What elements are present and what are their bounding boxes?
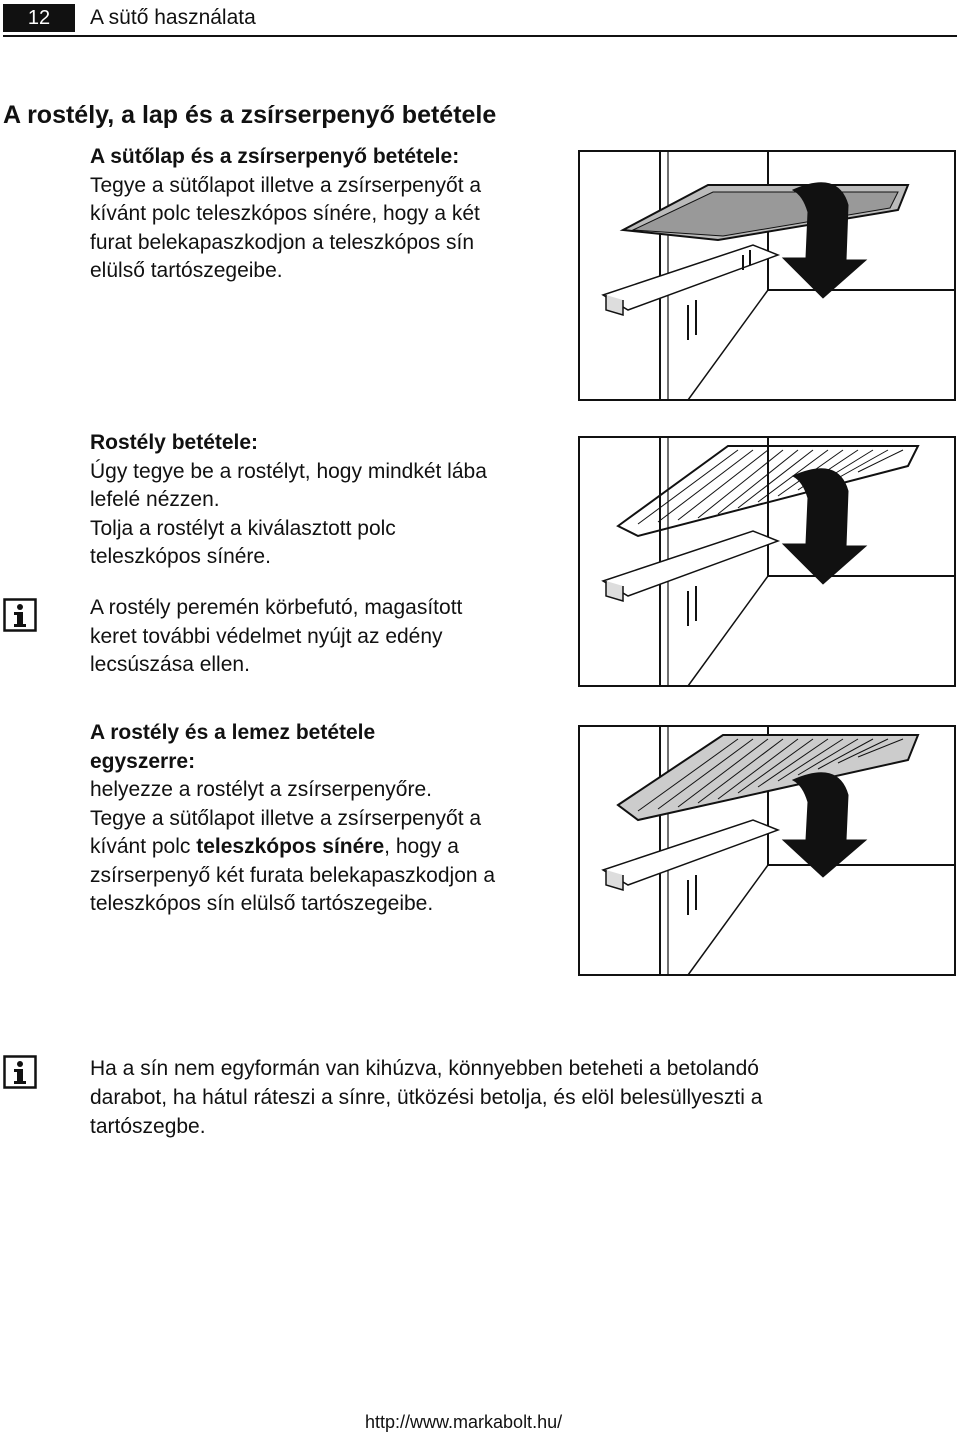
block3-text: kívánt polc: [90, 835, 197, 858]
footer-url[interactable]: http://www.markabolt.hu/: [365, 1412, 563, 1432]
block1-heading: A sütőlap és a zsírserpenyő betétele:: [90, 145, 460, 168]
block2-line: Úgy tegye be a rostélyt, hogy mindkét lába: [90, 459, 487, 483]
figure-grid-and-tray: [578, 725, 956, 976]
block-baking-tray: [90, 143, 560, 286]
block2-line: lefelé nézzen.: [90, 488, 220, 511]
block2-info-line: lecsúszása ellen.: [90, 653, 250, 676]
block1-line: furat belekapaszkodjon a teleszkópos sín: [90, 230, 475, 254]
note-line: darabot, ha hátul ráteszi a sínre, ütközési betolja, és elöl belesüllyeszti a: [90, 1086, 763, 1109]
block2-line: Tolja a rostélyt a kiválasztott polc: [90, 516, 396, 540]
figure-grid: [578, 436, 956, 687]
block3-text: , hogy a: [384, 835, 459, 858]
page-number: 12: [3, 4, 75, 32]
header-title: A sütő használata: [90, 6, 256, 29]
block3-bold-text: teleszkópos sínére: [196, 835, 385, 858]
block-grid-and-tray: [90, 719, 560, 919]
block1-line: kívánt polc teleszkópos sínére, hogy a két: [90, 202, 480, 225]
section-title: A rostély, a lap és a zsírserpenyő betétele: [3, 101, 497, 129]
info-icon: [3, 1055, 37, 1089]
block1-line: elülső tartószegeibe.: [90, 259, 283, 282]
block2-heading: Rostély betétele:: [90, 431, 259, 454]
block3-heading: egyszerre:: [90, 749, 196, 773]
block2-info-line: keret további védelmet nyújt az edény: [90, 624, 443, 648]
page-header: [0, 0, 960, 36]
note: [90, 1054, 890, 1141]
block2-info: [90, 594, 560, 680]
block3-line: helyezze a rostélyt a zsírserpenyőre.: [90, 778, 432, 801]
block3-line: Tegye a sütőlapot illetve a zsírserpenyőt a: [90, 806, 482, 830]
note-line: tartószegbe.: [90, 1115, 206, 1138]
block1-line: Tegye a sütőlapot illetve a zsírserpenyőt a: [90, 173, 482, 197]
block2-line: teleszkópos sínére.: [90, 545, 271, 568]
block3-heading: A rostély és a lemez betétele: [90, 721, 376, 744]
block3-line: zsírserpenyő két furata belekapaszkodjon a: [90, 863, 496, 887]
figure-baking-tray: [578, 150, 956, 401]
block2-info-line: A rostély peremén körbefutó, magasított: [90, 596, 463, 619]
note-line: Ha a sín nem egyformán van kihúzva, könnyebben beteheti a betolandó: [90, 1057, 759, 1080]
header-divider: [3, 35, 957, 37]
info-icon: [3, 598, 37, 632]
block3-line: teleszkópos sín elülső tartószegeibe.: [90, 892, 434, 915]
block3-line: [90, 833, 560, 862]
block-grid: [90, 429, 560, 572]
